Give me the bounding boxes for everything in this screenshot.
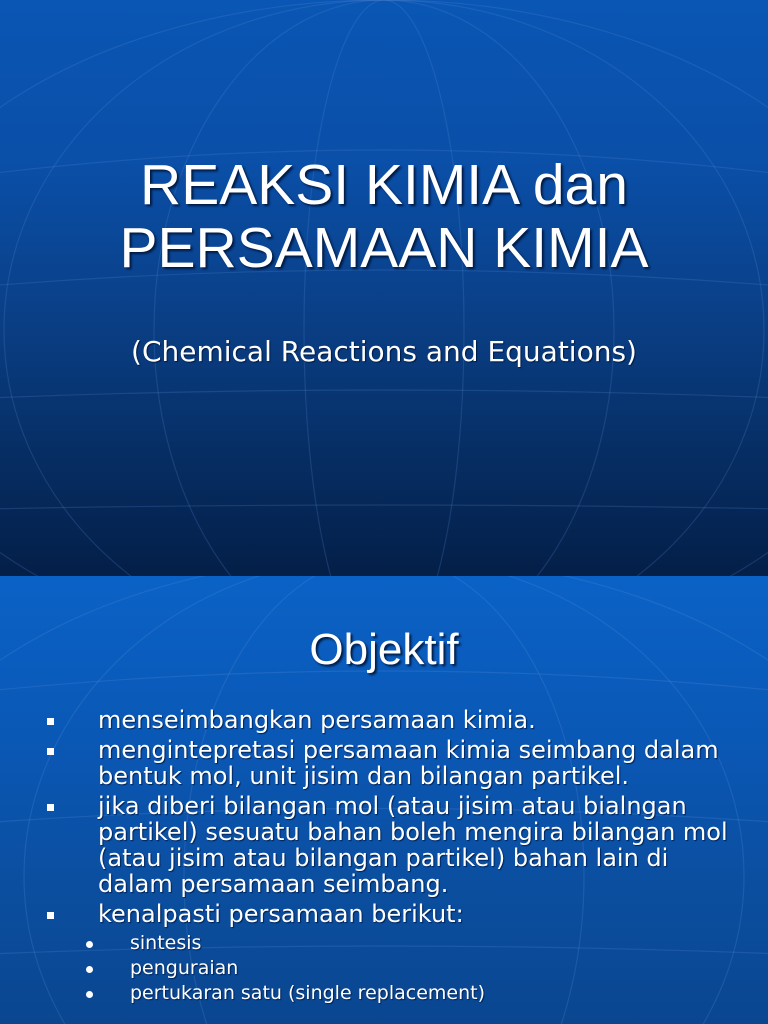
bullet-item xyxy=(0,901,738,927)
sub-bullet-item xyxy=(0,981,768,1006)
round-bullet-icon xyxy=(86,941,93,948)
objectives-slide xyxy=(0,576,768,1024)
square-bullet-icon xyxy=(47,718,54,725)
round-bullet-icon xyxy=(86,966,93,973)
bullet-text: menseimbangkan persamaan kimia. xyxy=(98,706,536,734)
bullet-text: kenalpasti persamaan berikut: xyxy=(98,900,464,928)
bullet-item xyxy=(0,737,738,789)
slide-title xyxy=(0,154,768,280)
bullet-text: jika diberi bilangan mol (atau jisim atau bialngan partikel) sesuatu bahan boleh mengira bilangan mol (atau jisim atau bilangan partikel) bahan lain di dalam persamaan seimbang. xyxy=(98,792,728,898)
objectives-list xyxy=(0,707,768,1006)
square-bullet-icon xyxy=(47,912,54,919)
sub-bullet-text: pertukaran satu (single replacement) xyxy=(130,982,485,1004)
bullet-item xyxy=(0,707,738,733)
title-line-2: PERSAMAAN KIMIA xyxy=(119,216,649,280)
square-bullet-icon xyxy=(47,748,54,755)
bullet-item xyxy=(0,793,738,897)
round-bullet-icon xyxy=(86,991,93,998)
objectives-title: Objektif xyxy=(309,625,459,674)
sub-bullet-text: sintesis xyxy=(130,932,202,954)
bullet-text: mengintepretasi persamaan kimia seimbang dalam bentuk mol, unit jisim dan bilangan partikel. xyxy=(98,736,719,790)
sub-bullet-item xyxy=(0,956,768,981)
slide-subtitle: (Chemical Reactions and Equations) xyxy=(131,335,637,368)
square-bullet-icon xyxy=(47,804,54,811)
sub-bullet-text: penguraian xyxy=(130,957,239,979)
sub-bullet-item xyxy=(0,931,768,956)
title-line-1: REAKSI KIMIA dan xyxy=(140,153,628,217)
